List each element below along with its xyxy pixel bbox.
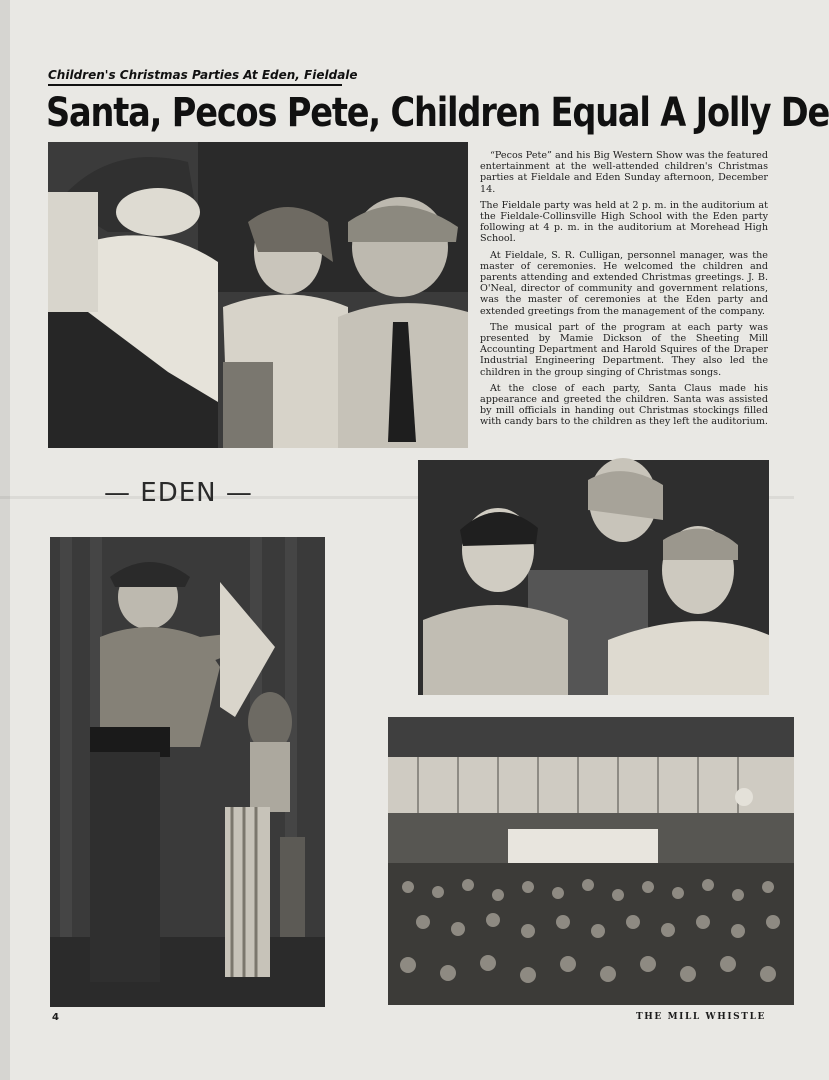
section-label-eden: — EDEN — (104, 478, 253, 508)
photo-children-seated (418, 460, 769, 695)
article-paragraph: The musical part of the program at each party was presented by Mamie Dickson of the Sheeting Mill Accounting Department and Harold Squires of the Draper Industrial Engineering Department. They also led the children in the group singing of Christmas songs. (480, 321, 768, 378)
photo-auditorium-audience (388, 717, 794, 1005)
photo-santa-child-man (48, 142, 468, 448)
article-paragraph: The Fieldale party was held at 2 p. m. in the auditorium at the Fieldale-Collinsville High School with the Eden party following at 4 p. m. in the auditorium at Morehead High School. (480, 199, 768, 245)
page-number: 4 (52, 1012, 59, 1023)
kicker-underline (48, 84, 342, 86)
article-paragraph: At Fieldale, S. R. Culligan, personnel manager, was the master of ceremonies. He welcomed the children and parents attending and extended Christmas greetings. J. B. O'Neal, director of community and government relations, was the master of ceremonies at the Eden party and extended greetings from the management of the company. (480, 249, 768, 317)
kicker-headline: Children's Christmas Parties At Eden, Fieldale (48, 68, 358, 82)
publication-name: THE MILL WHISTLE (636, 1012, 766, 1022)
article-body (480, 150, 768, 433)
photo-pecos-pete-stage (50, 537, 325, 1007)
page-edge (0, 0, 10, 1080)
article-paragraph: At the close of each party, Santa Claus made his appearance and greeted the children. Santa was assisted by mill officials in handing out Christmas stockings filled with candy bars to the children as they left the auditorium. (480, 382, 768, 428)
main-headline: Santa, Pecos Pete, Children Equal A Jolly De (46, 90, 829, 136)
article-paragraph: “Pecos Pete” and his Big Western Show was the featured entertainment at the well-attended children's Christmas parties at Fieldale and Eden Sunday afternoon, December 14. (480, 150, 768, 195)
